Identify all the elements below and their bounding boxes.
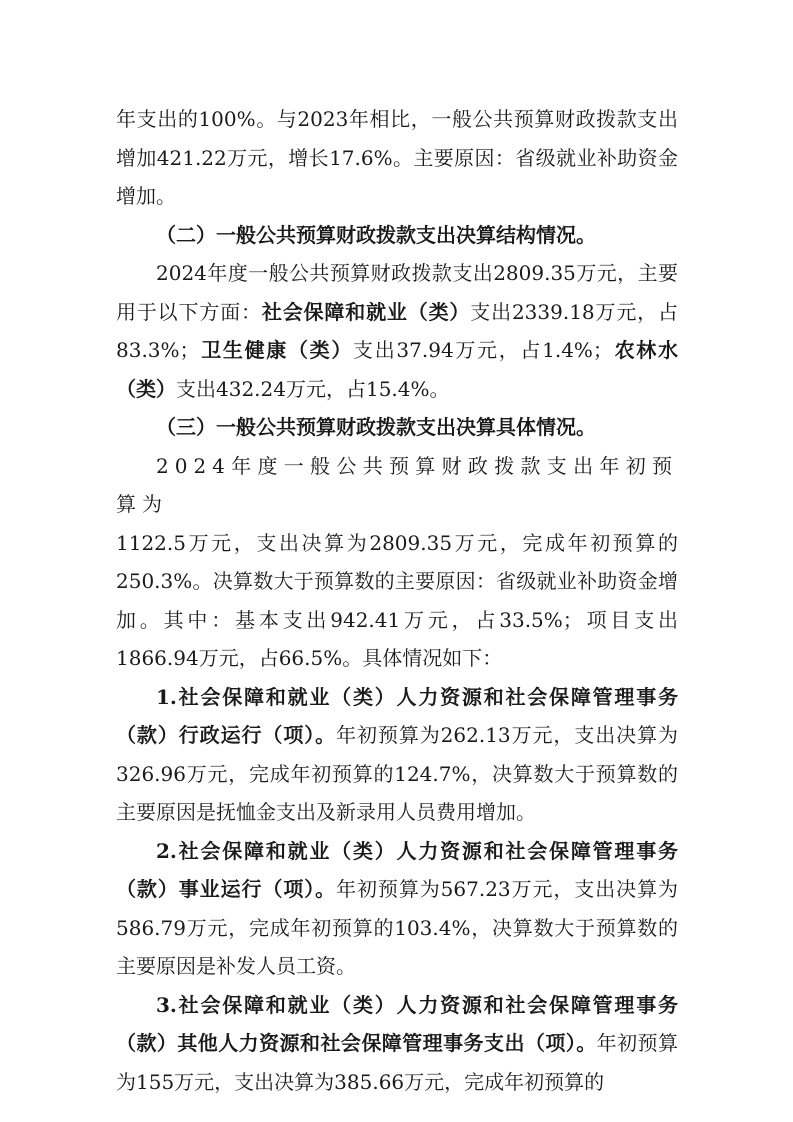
category-social-security: 社会保障和就业（类） <box>261 299 471 324</box>
list-item-3 <box>116 986 678 1102</box>
list-item-2-title: 2.社会保障和就业（类）人力资源和社会保障管理事务（款）事业运行（项）。 <box>116 838 678 901</box>
structure-intro-text: 2024年度一般公共预算财政拨款支出2809.35万元，主要用于以下方面： <box>116 261 678 324</box>
section-heading-details: （三）一般公共预算财政拨款支出决算具体情况。 <box>156 415 596 439</box>
list-item-1-text: 年初预算为262.13万元，支出决算为326.96万元，完成年初预算的124.7%，决算数大于预算数的主要原因是抚恤金支出及新录用人员费用增加。 <box>116 723 678 824</box>
list-item-2 <box>116 832 678 986</box>
category-health: 卫生健康（类） <box>199 338 354 362</box>
list-item-1 <box>116 678 678 832</box>
category-agriculture: 农林水（类） <box>116 338 678 401</box>
agriculture-amount-text: 支出432.24万元，占15.4%。 <box>176 376 450 401</box>
paragraph-growth-summary: 年支出的100%。与2023年相比，一般公共预算财政拨款支出增加421.22万元，增长17.6%。主要原因：省级就业补助资金增加。 <box>116 107 678 208</box>
social-security-amount-text: 支出2339.18万元，占83.3%； <box>116 299 679 362</box>
list-item-1-title: 1.社会保障和就业（类）人力资源和社会保障管理事务（款）行政运行（项）。 <box>116 684 678 747</box>
health-amount-text: 支出37.94万元，占1.4%； <box>353 338 613 362</box>
document-page <box>116 100 678 1101</box>
list-item-3-text: 年初预算为155万元，支出决算为385.66万元，完成年初预算的 <box>116 1031 679 1094</box>
paragraph-structure <box>116 254 678 408</box>
paragraph-details-intro-line1: 2024年度一般公共预算财政拨款支出年初预算为 <box>116 453 678 516</box>
list-item-3-title: 3.社会保障和就业（类）人力资源和社会保障管理事务（款）其他人力资源和社会保障管理事务支出（项）。 <box>116 992 678 1055</box>
paragraph-details-intro-rest: 1122.5万元，支出决算为2809.35万元，完成年初预算的250.3%。决算数大于预算数的主要原因：省级就业补助资金增加。其中：基本支出942.41万元，占33.5%；项目支出1866.94万元，占66.5%。具体情况如下： <box>116 530 678 670</box>
section-heading-structure: （二）一般公共预算财政拨款支出决算结构情况。 <box>156 222 596 247</box>
list-item-2-text: 年初预算为567.23万元，支出决算为586.79万元，完成年初预算的103.4%，决算数大于预算数的主要原因是补发人员工资。 <box>116 877 678 978</box>
